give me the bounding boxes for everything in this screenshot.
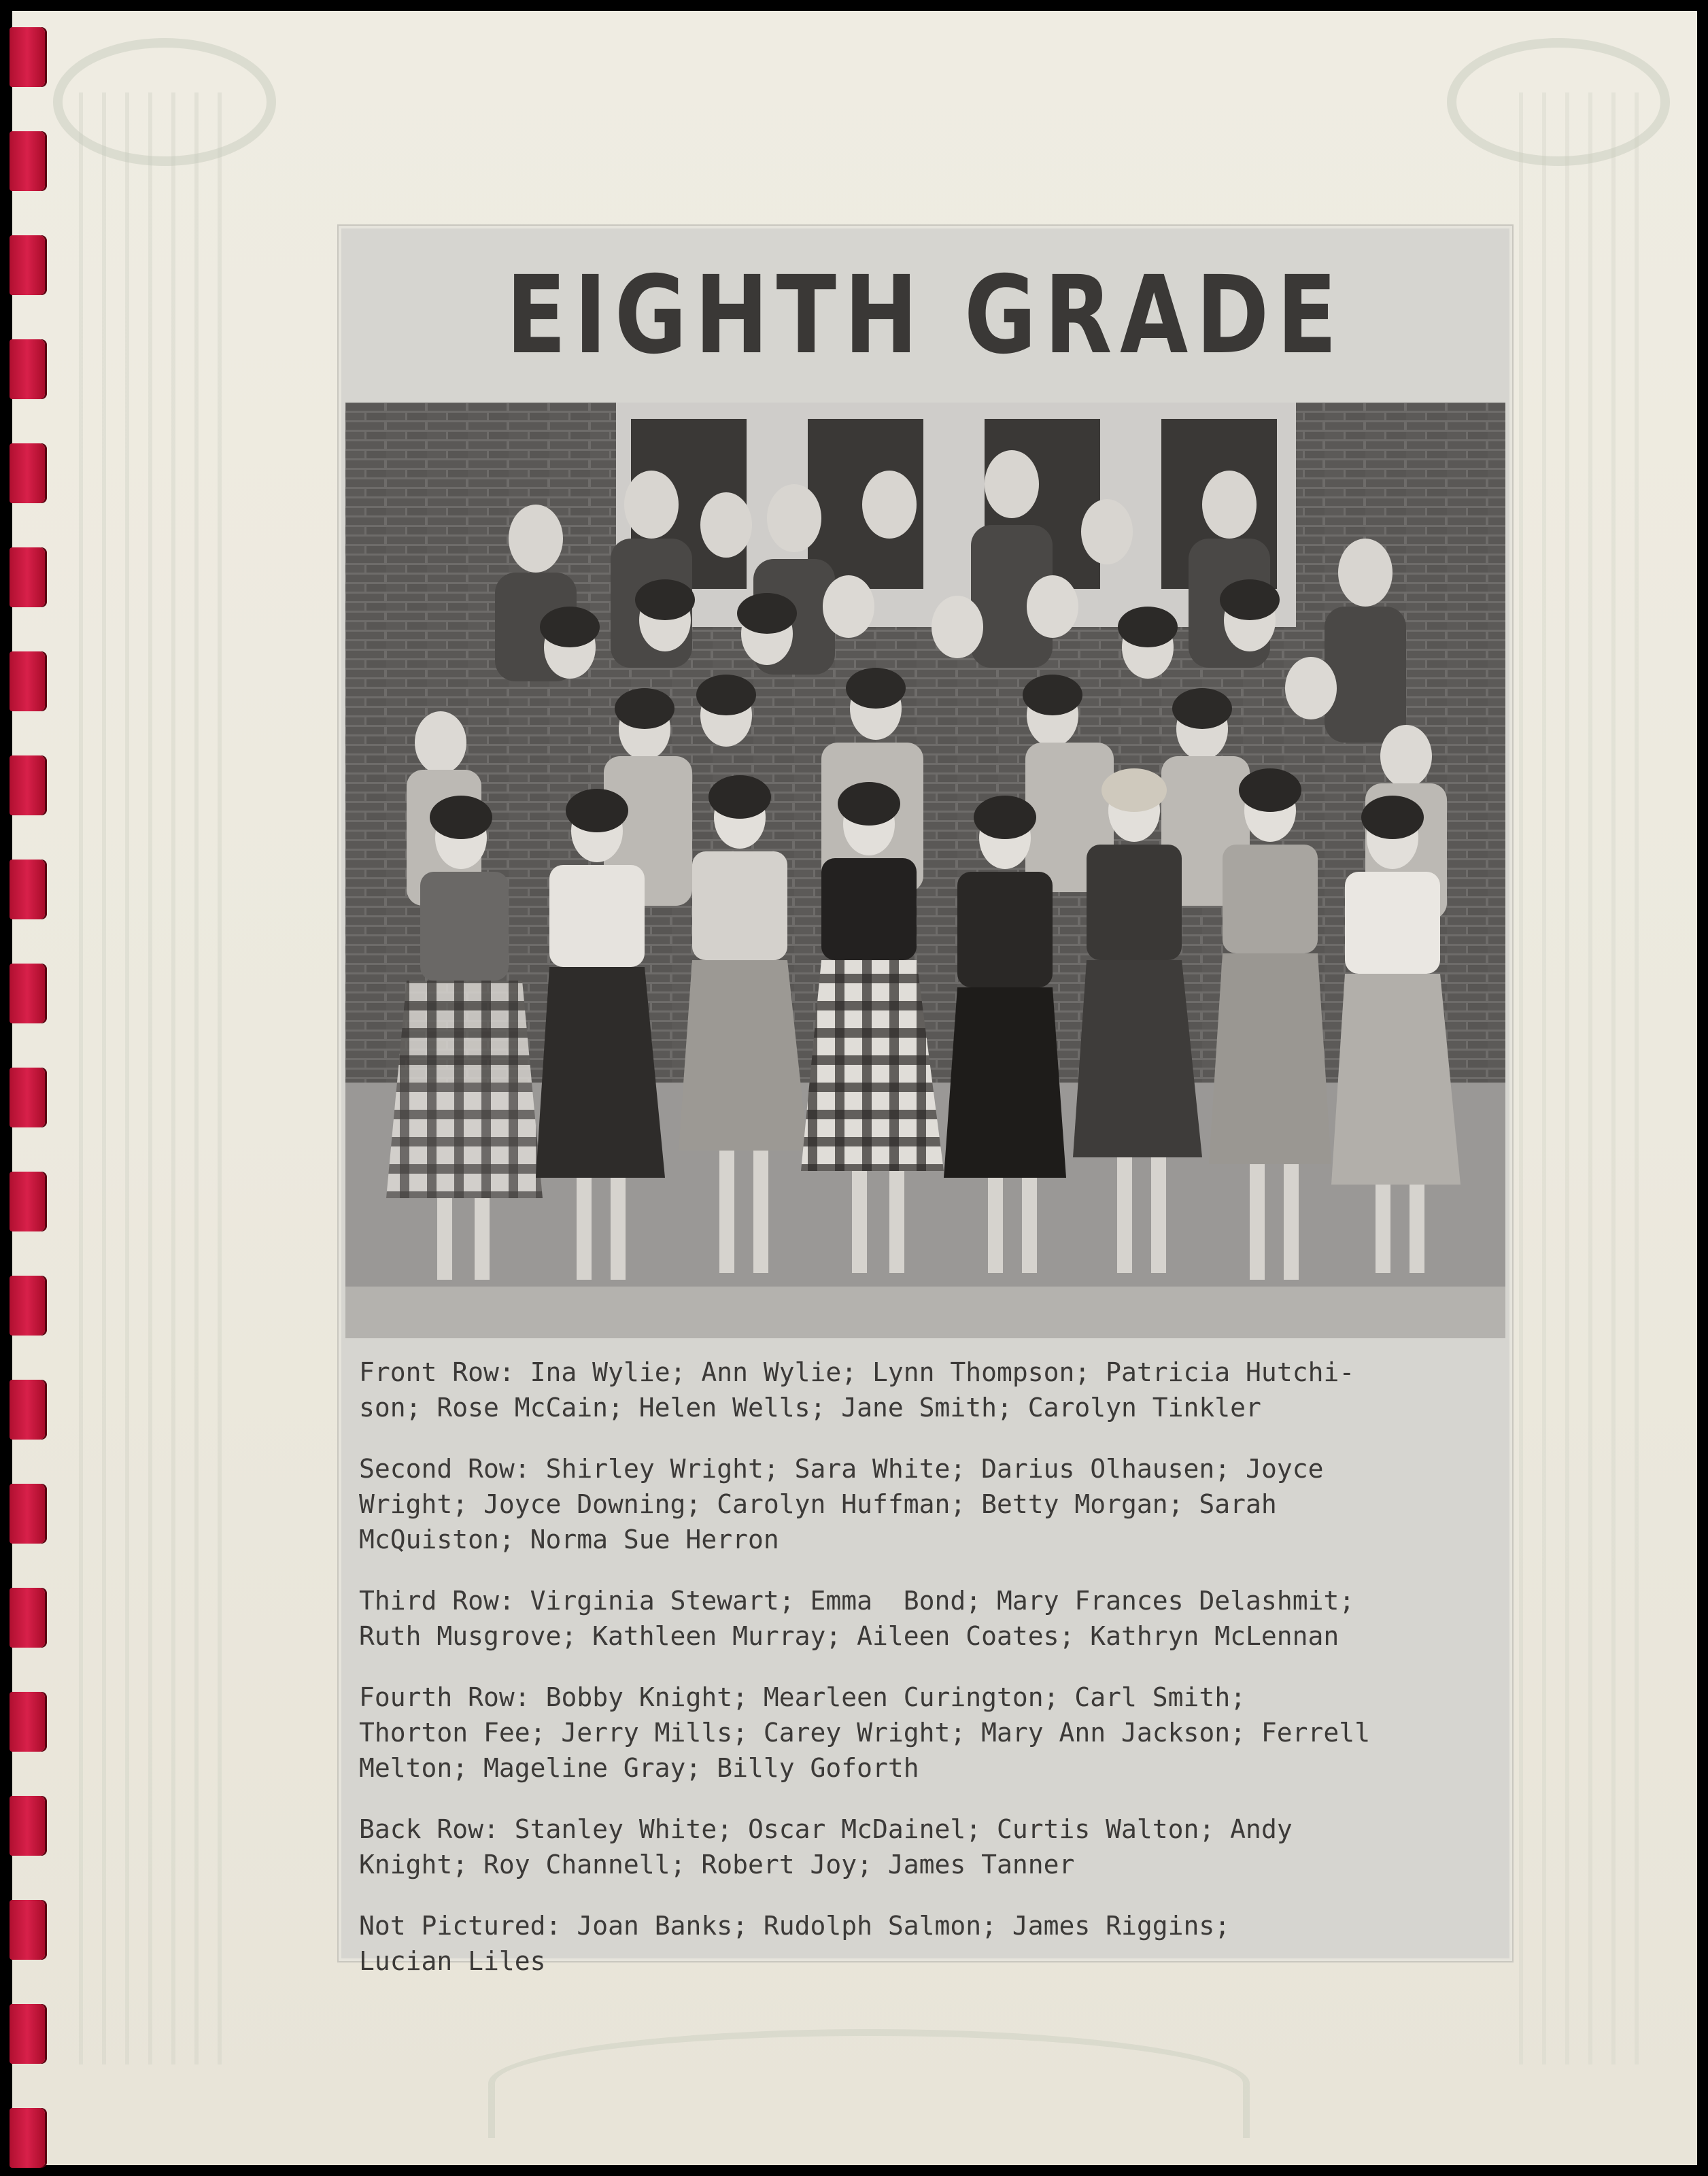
caption-back-row (359, 1812, 1488, 1882)
paper-background (12, 11, 1697, 2165)
binding-ring (10, 860, 45, 919)
binding-ring (10, 1380, 45, 1440)
binding-ring (10, 1068, 45, 1127)
binding-ring (10, 27, 45, 87)
binding-ring (10, 755, 45, 815)
caption-label: Fourth Row: (359, 1682, 530, 1712)
binding-ring (10, 1796, 45, 1856)
binding-ring (10, 2108, 45, 2168)
binding-ring (10, 651, 45, 711)
caption-fourth-row (359, 1680, 1488, 1786)
page-title: EIGHTH GRADE (506, 253, 1345, 378)
caption-names: Shirley Wright; Sara White; Darius Olhausen; Joyce Wright; Joyce Downing; Carolyn Huffman; Betty Morgan; Sarah McQuiston; Norma Sue Herron (359, 1454, 1324, 1554)
spiral-binding (10, 27, 57, 2162)
caption-names: Bobby Knight; Mearleen Curington; Carl Smith; Thorton Fee; Jerry Mills; Carey Wright; Mary Ann Jackson; Ferrell Melton; Mageline Gray; Billy Goforth (359, 1682, 1371, 1783)
caption-label: Third Row: (359, 1586, 515, 1616)
binding-ring (10, 1588, 45, 1648)
binding-ring (10, 235, 45, 295)
binding-ring (10, 1484, 45, 1544)
binding-ring (10, 443, 45, 503)
binding-ring (10, 964, 45, 1023)
caption-block (359, 1355, 1488, 2005)
binding-ring (10, 1900, 45, 1960)
decorative-ornament (1447, 38, 1670, 166)
caption-not-pictured (359, 1908, 1488, 1979)
caption-front-row (359, 1355, 1488, 1425)
binding-ring (10, 339, 45, 399)
decorative-ornament (53, 38, 276, 166)
binding-ring (10, 547, 45, 607)
binding-ring (10, 1172, 45, 1231)
caption-label: Not Pictured: (359, 1911, 562, 1941)
binding-ring (10, 1276, 45, 1336)
binding-ring (10, 1692, 45, 1752)
caption-names: Virginia Stewart; Emma Bond; Mary Frances Delashmit; Ruth Musgrove; Kathleen Murray; Aileen Coates; Kathryn McLennan (359, 1586, 1355, 1651)
caption-label: Front Row: (359, 1357, 515, 1387)
binding-ring (10, 2004, 45, 2064)
decorative-column-left (60, 92, 237, 2064)
caption-second-row (359, 1451, 1488, 1557)
caption-names: Ina Wylie; Ann Wylie; Lynn Thompson; Patricia Hutchi- son; Rose McCain; Helen Wells; Jane Smith; Carolyn Tinkler (359, 1357, 1355, 1423)
class-panel (339, 226, 1512, 1976)
class-photo (345, 403, 1505, 1338)
caption-names: Joan Banks; Rudolph Salmon; James Riggins; Lucian Liles (359, 1911, 1231, 1976)
caption-names: Stanley White; Oscar McDainel; Curtis Walton; Andy Knight; Roy Channell; Robert Joy; James Tanner (359, 1814, 1293, 1880)
caption-third-row (359, 1583, 1488, 1654)
class-photo-image (345, 403, 1505, 1338)
caption-label: Second Row: (359, 1454, 530, 1484)
decorative-ornament (488, 2029, 1250, 2138)
binding-ring (10, 131, 45, 191)
decorative-column-right (1500, 92, 1650, 2064)
caption-label: Back Row: (359, 1814, 499, 1844)
